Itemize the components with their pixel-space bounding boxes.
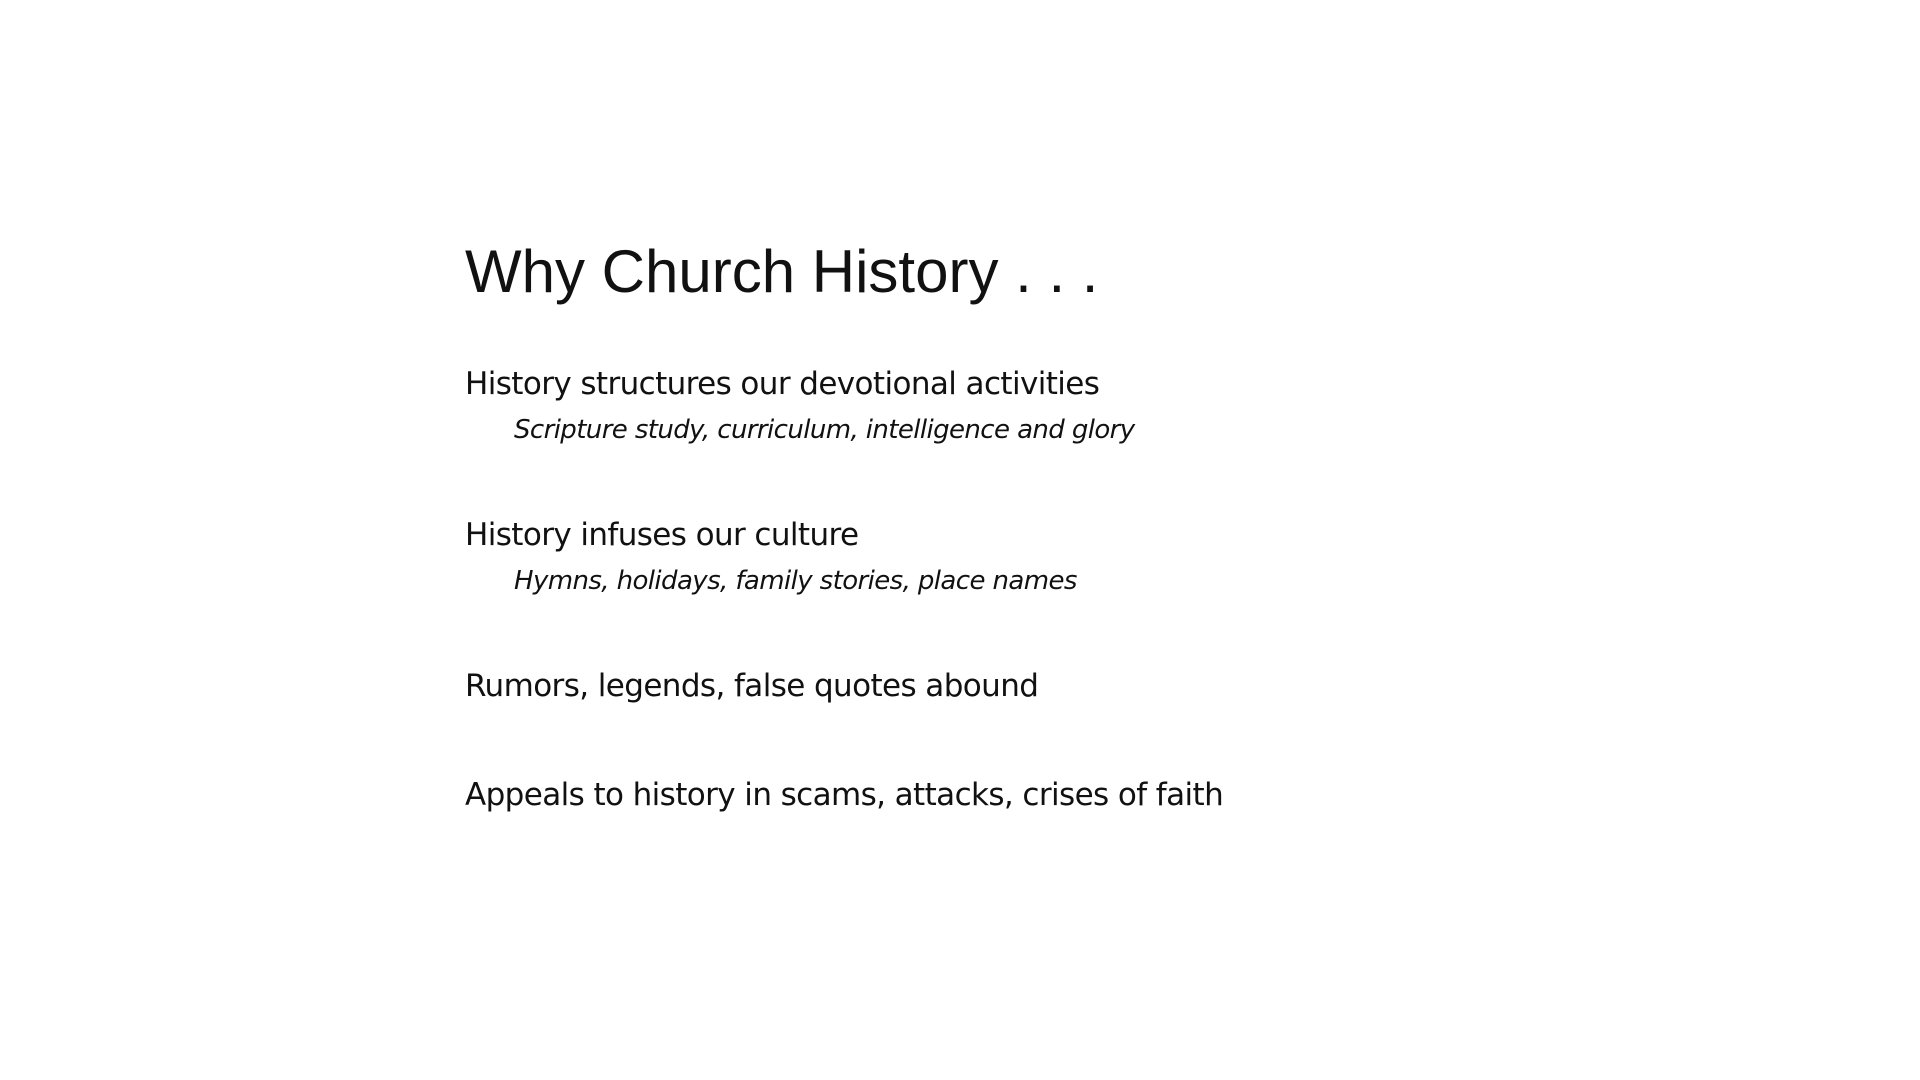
bullet-point-rumors: Rumors, legends, false quotes abound <box>465 668 1039 704</box>
slide-title: Why Church History . . . <box>465 238 1099 305</box>
bullet-point-culture: History infuses our culture <box>465 517 859 553</box>
bullet-point-devotional: History structures our devotional activities <box>465 366 1100 402</box>
sub-point-culture: Hymns, holidays, family stories, place names <box>514 566 1077 596</box>
sub-point-devotional: Scripture study, curriculum, intelligence and glory <box>514 415 1135 445</box>
bullet-point-appeals: Appeals to history in scams, attacks, crises of faith <box>465 777 1224 813</box>
